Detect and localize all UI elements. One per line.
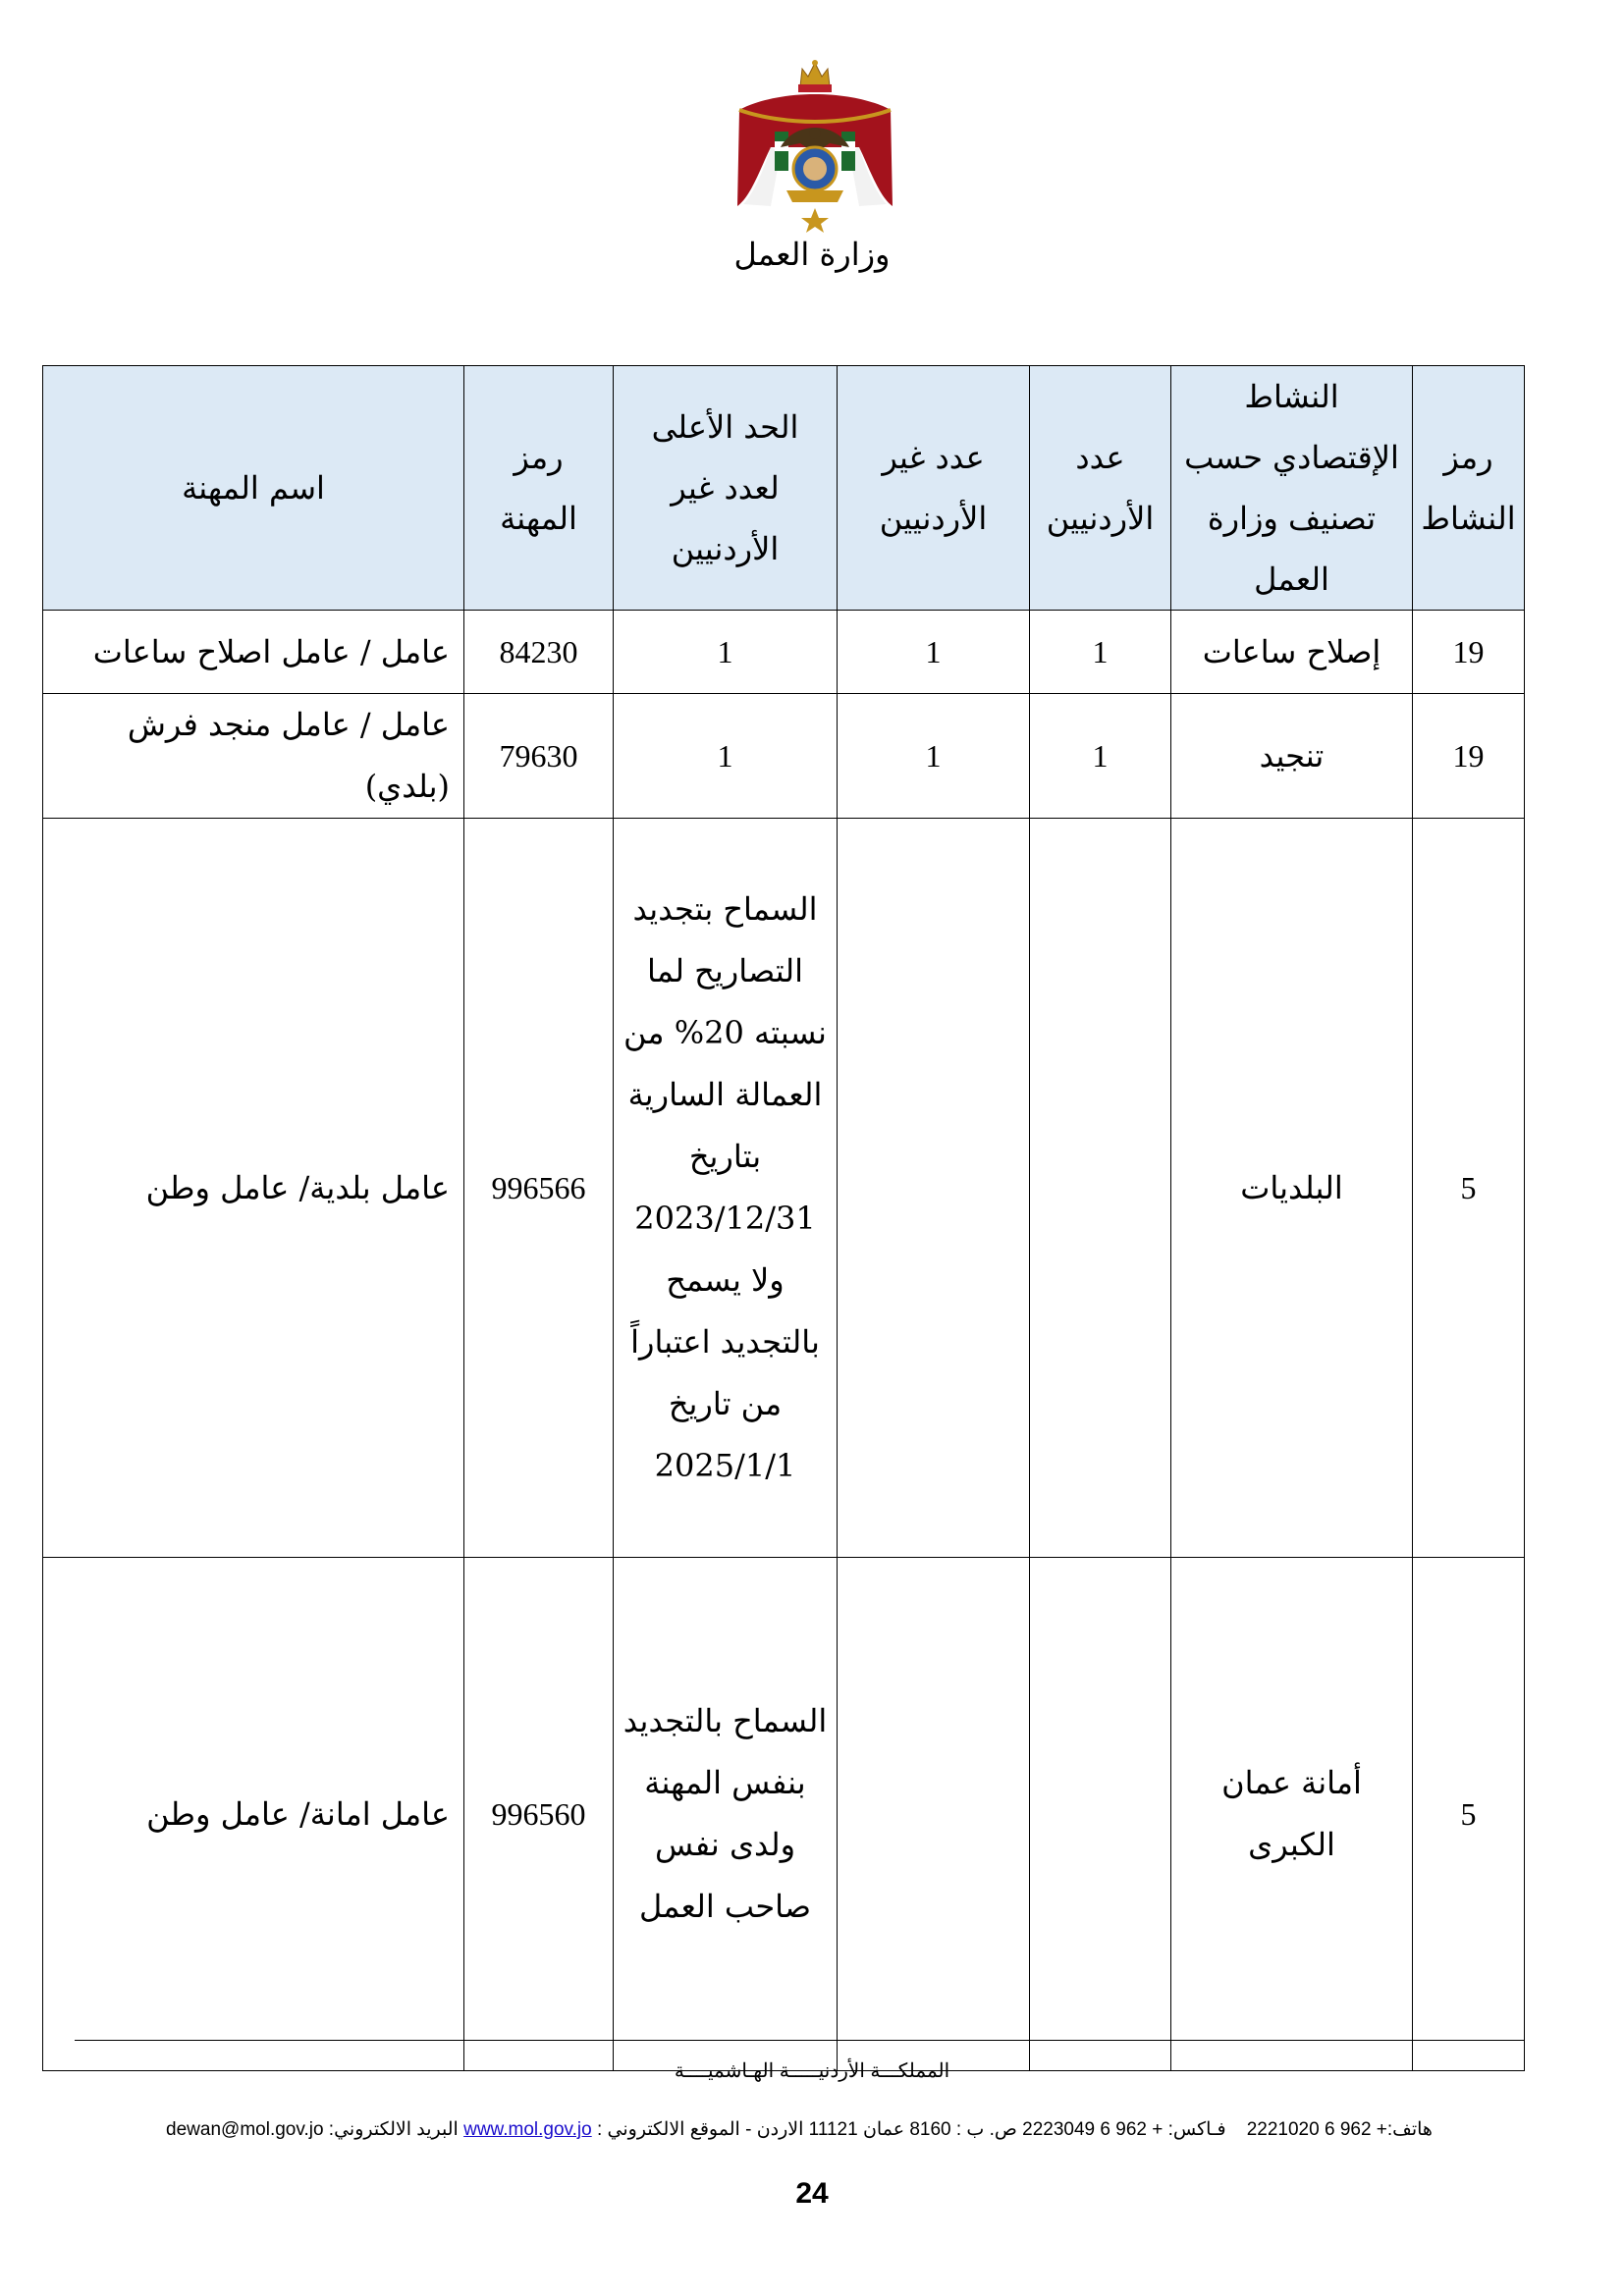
header-occupation-name: اسم المهنة xyxy=(43,366,464,611)
header-activity-code: رمز النشاط xyxy=(1413,366,1525,611)
table-row xyxy=(43,1558,1525,2071)
cell-occupation-name: عامل / عامل منجد فرش (بلدي) xyxy=(43,694,464,819)
cell-occupation-name: عامل بلدية/ عامل وطن xyxy=(43,819,464,1558)
footer-kingdom-name: المملكـــة الأردنيـــــة الهـاشميــــة xyxy=(674,2060,950,2082)
table-row xyxy=(43,694,1525,819)
cell-non-jordanians-count xyxy=(838,819,1030,1558)
ministry-name: وزارة العمل xyxy=(733,236,891,273)
cell-non-jordanians-count: 1 xyxy=(838,694,1030,819)
cell-occupation-code: 79630 xyxy=(464,694,614,819)
cell-jordanians-count xyxy=(1030,1558,1171,2071)
cell-occupation-code: 996560 xyxy=(464,1558,614,2071)
cell-max-non-jordanians: 1 xyxy=(614,611,838,694)
header-occupation-code: رمز المهنة xyxy=(464,366,614,611)
cell-economic-activity: تنجيد xyxy=(1171,694,1413,819)
cell-economic-activity: أمانة عمان الكبرى xyxy=(1171,1558,1413,2071)
cell-jordanians-count: 1 xyxy=(1030,694,1171,819)
website-link[interactable]: www.mol.gov.jo xyxy=(463,2119,592,2140)
table-header-row xyxy=(43,366,1525,611)
footer-phone: هاتف:+ 962 6 2221020 xyxy=(1246,2119,1433,2140)
cell-occupation-name: عامل امانة/ عامل وطن xyxy=(43,1558,464,2071)
cell-activity-code: 5 xyxy=(1413,819,1525,1558)
header-jordanians-count: عدد الأردنيين xyxy=(1030,366,1171,611)
cell-activity-code: 19 xyxy=(1413,694,1525,819)
header-max-non-jordanians: الحد الأعلى لعدد غير الأردنيين xyxy=(614,366,838,611)
footer-contact-info xyxy=(75,2118,1524,2141)
cell-occupation-code: 84230 xyxy=(464,611,614,694)
footer-divider xyxy=(75,2040,1524,2041)
occupations-table xyxy=(42,365,1525,2071)
page-number: 24 xyxy=(795,2177,829,2210)
header-economic-activity: النشاط الإقتصادي حسب تصنيف وزارة العمل xyxy=(1171,366,1413,611)
table-row xyxy=(43,819,1525,1558)
cell-non-jordanians-count: 1 xyxy=(838,611,1030,694)
table-row xyxy=(43,611,1525,694)
footer-email-label: البريد الالكتروني: xyxy=(328,2119,459,2140)
cell-jordanians-count: 1 xyxy=(1030,611,1171,694)
cell-jordanians-count xyxy=(1030,819,1171,1558)
header-non-jordanians-count: عدد غير الأردنيين xyxy=(838,366,1030,611)
cell-occupation-name: عامل / عامل اصلاح ساعات xyxy=(43,611,464,694)
cell-economic-activity: البلديات xyxy=(1171,819,1413,1558)
cell-economic-activity: إصلاح ساعات xyxy=(1171,611,1413,694)
cell-activity-code: 5 xyxy=(1413,1558,1525,2071)
cell-max-non-jordanians: السماح بتجديد التصاريح لما نسبته 20% من العمالة السارية بتاريخ 2023/12/31 ولا يسمح بالتجديد اعتباراً من تاريخ 2025/1/1 xyxy=(614,819,838,1558)
cell-max-non-jordanians: السماح بالتجديد بنفس المهنة ولدى نفس صاحب العمل xyxy=(614,1558,838,2071)
jordan-coat-of-arms-emblem xyxy=(731,59,898,234)
footer-address: ص. ب : 8160 عمان 11121 الاردن xyxy=(756,2119,1017,2140)
email-link[interactable]: dewan@mol.gov.jo xyxy=(166,2119,324,2140)
footer-fax: فـاكس: + 962 6 2223049 xyxy=(1022,2119,1226,2140)
cell-occupation-code: 996566 xyxy=(464,819,614,1558)
cell-non-jordanians-count xyxy=(838,1558,1030,2071)
footer-website-label: - الموقع الالكتروني : xyxy=(596,2119,752,2140)
cell-activity-code: 19 xyxy=(1413,611,1525,694)
cell-max-non-jordanians: 1 xyxy=(614,694,838,819)
